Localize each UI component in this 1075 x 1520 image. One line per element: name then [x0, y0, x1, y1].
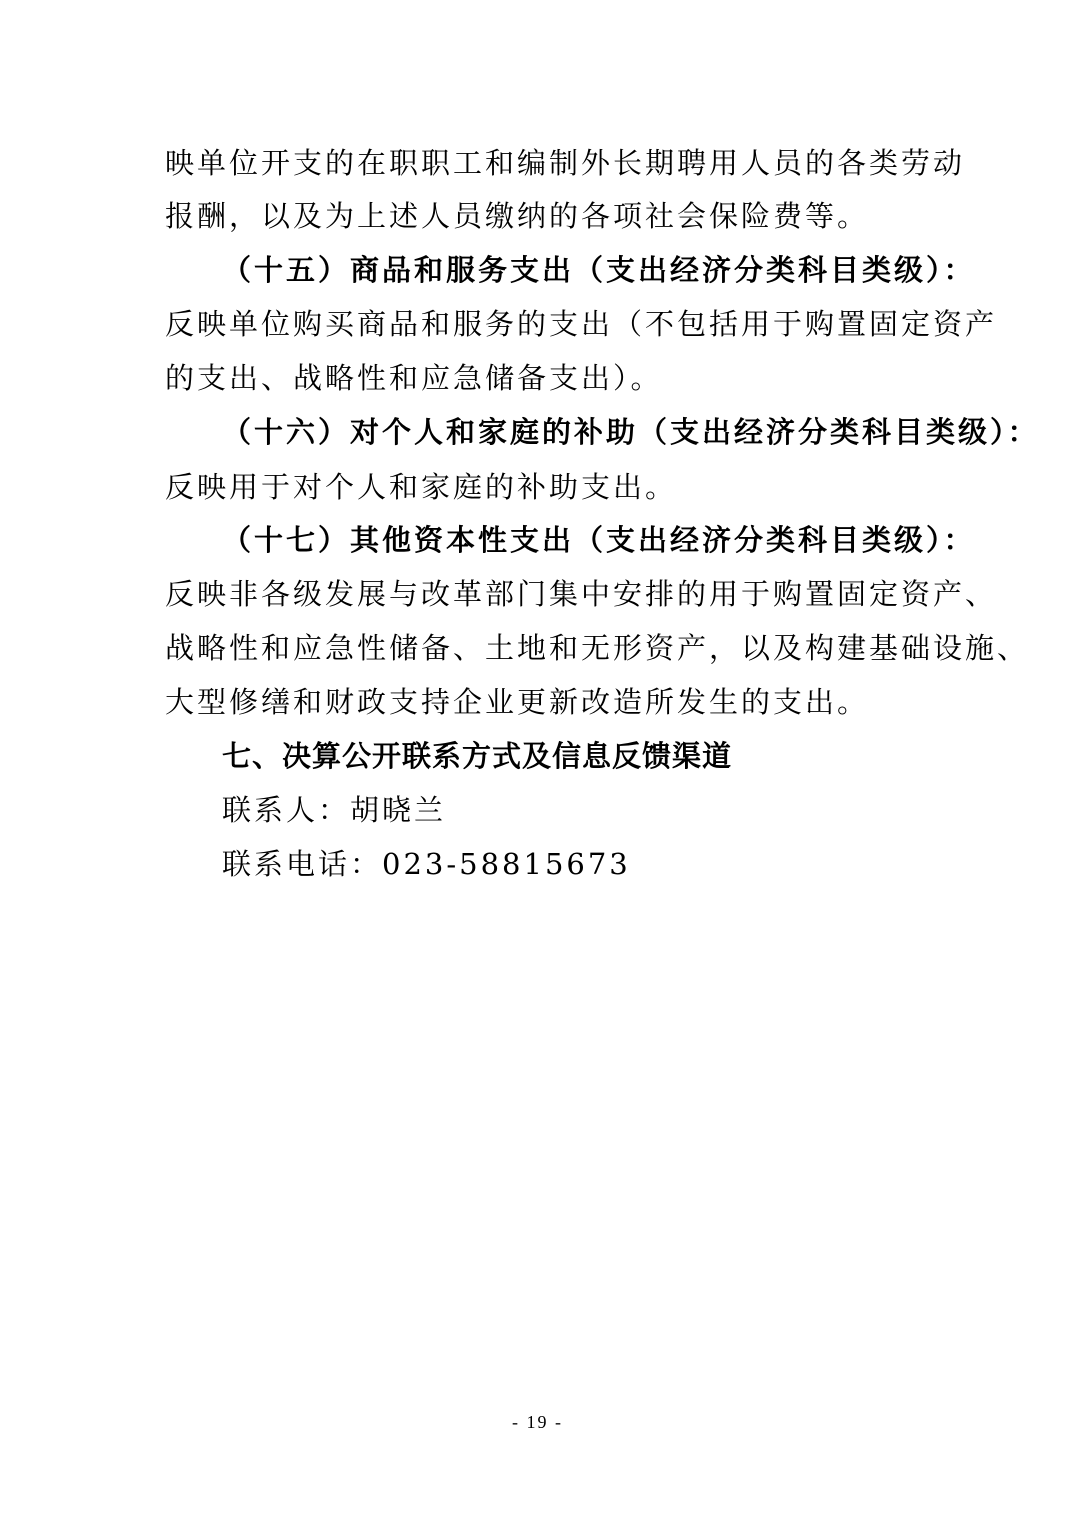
- body-text-line: 战略性和应急性储备、土地和无形资产，以及构建基础设施、: [165, 631, 1030, 665]
- body-text-line: 的支出、战略性和应急储备支出）。: [165, 361, 663, 395]
- body-text-line: 映单位开支的在职职工和编制外长期聘用人员的各类劳动: [165, 146, 966, 180]
- section-heading: 七、决算公开联系方式及信息反馈渠道: [222, 739, 733, 773]
- body-text-line: 反映非各级发展与改革部门集中安排的用于购置固定资产、: [165, 577, 998, 611]
- body-text-line: 大型修缮和财政支持企业更新改造所发生的支出。: [165, 685, 870, 719]
- body-text-line: 反映用于对个人和家庭的补助支出。: [165, 470, 678, 504]
- body-text-line: 反映单位购买商品和服务的支出（不包括用于购置固定资产: [165, 307, 998, 341]
- contact-person: 联系人：胡晓兰: [222, 793, 447, 827]
- body-text-line: 报酬，以及为上述人员缴纳的各项社会保险费等。: [165, 199, 870, 233]
- subsection-title: （十六）对个人和家庭的补助（支出经济分类科目类级）：: [222, 415, 1040, 449]
- contact-phone: 联系电话：023-58815673: [222, 847, 631, 881]
- subsection-title: （十五）商品和服务支出（支出经济分类科目类级）：: [222, 253, 976, 287]
- subsection-title: （十七）其他资本性支出（支出经济分类科目类级）：: [222, 523, 976, 557]
- page-number: - 19 -: [512, 1412, 563, 1432]
